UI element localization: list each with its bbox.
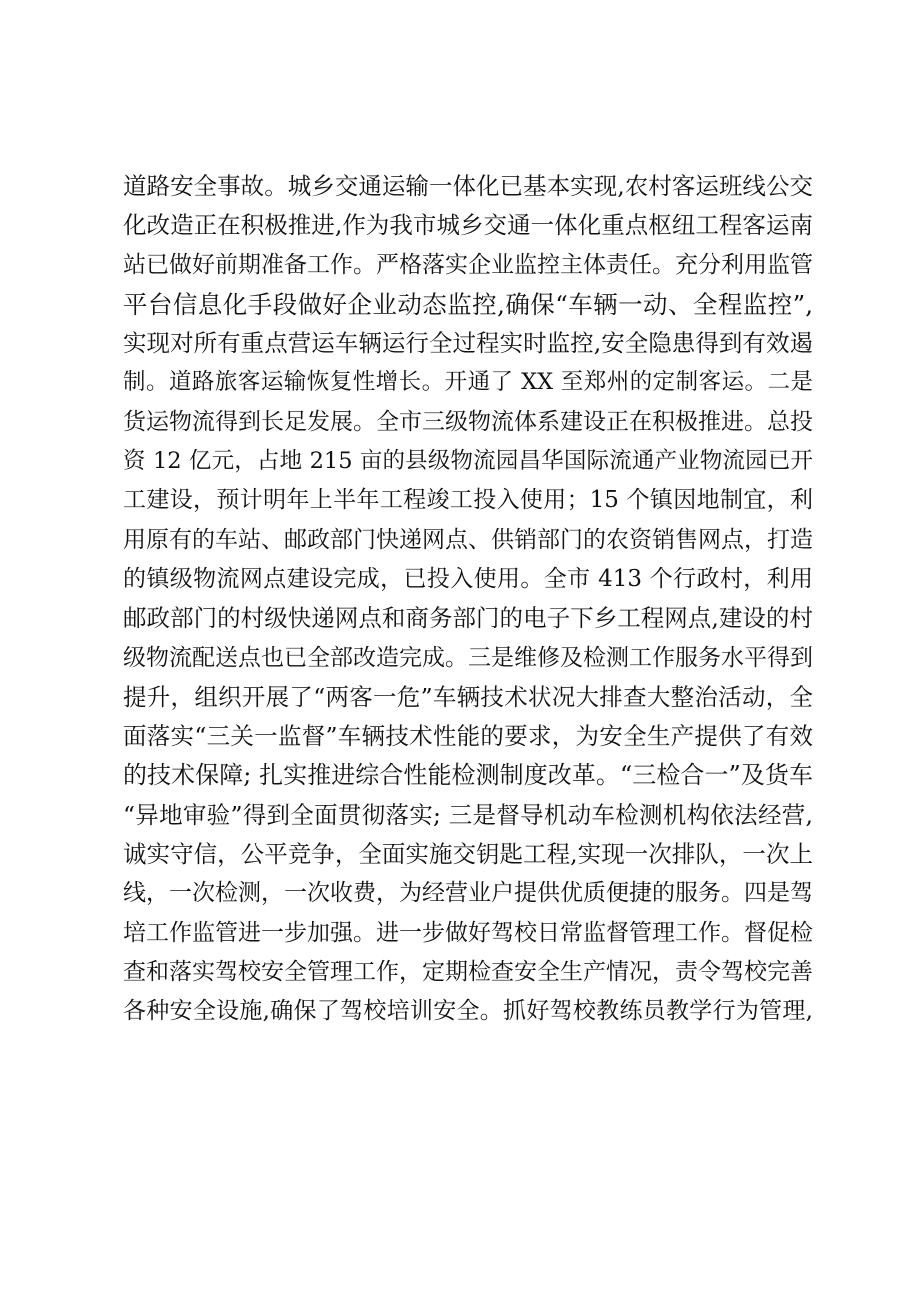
text-line: 化改造正在积极推进,作为我市城乡交通一体化重点枢纽工程客运南 [123, 211, 813, 240]
text-line: 诚实守信，公平竞争，全面实施交钥匙工程,实现一次排队，一次上 [123, 840, 813, 869]
text-line: 制。道路旅客运输恢复性增长。开通了 XX 至郑州的定制客运。二是 [123, 369, 813, 396]
text-line: 线，一次检测，一次收费，为经营业户提供优质便捷的服务。四是驾 [123, 880, 813, 907]
text-line: 培工作监管进一步加强。进一步做好驾校日常监督管理工作。督促检 [123, 919, 813, 946]
text-line: 提升，组织开展了“两客一危”车辆技术状况大排查大整治活动，全 [123, 682, 813, 711]
text-line: 站已做好前期准备工作。严格落实企业监控主体责任。充分利用监管 [123, 251, 813, 278]
text-line: “异地审验”得到全面贯彻落实; 三是督导机动车检测机构依法经营, [123, 800, 813, 829]
text-line: 级物流配送点也已全部改造完成。三是维修及检测工作服务水平得到 [123, 644, 813, 671]
text-line: 货运物流得到长足发展。全市三级物流体系建设正在积极推进。总投 [123, 408, 813, 435]
body-paragraph [123, 167, 813, 1032]
text-line: 用原有的车站、邮政部门快递网点、供销部门的农资销售网点，打造 [123, 526, 813, 553]
text-line: 道路安全事故。城乡交通运输一体化已基本实现,农村客运班线公交 [123, 172, 813, 200]
text-line: 平台信息化手段做好企业动态监控,确保“车辆一动、全程监控”, [123, 289, 813, 319]
text-line: 各种安全设施,确保了驾校培训安全。抓好驾校教练员教学行为管理, [123, 998, 813, 1025]
text-line: 工建设，预计明年上半年工程竣工投入使用；15 个镇因地制宜，利 [123, 487, 813, 514]
text-line: 实现对所有重点营运车辆运行全过程实时监控,安全隐患得到有效遏 [123, 329, 813, 358]
text-line: 的技术保障; 扎实推进综合性能检测制度改革。“三检合一”及货车 [123, 761, 813, 790]
text-line: 的镇级物流网点建设完成，已投入使用。全市 413 个行政村，利用 [123, 565, 813, 592]
text-line: 邮政部门的村级快递网点和商务部门的电子下乡工程网点,建设的村 [123, 604, 813, 633]
text-line: 资 12 亿元，占地 215 亩的县级物流园昌华国际流通产业物流园已开 [123, 448, 813, 475]
text-line: 查和落实驾校安全管理工作，定期检查安全生产情况，责令驾校完善 [123, 958, 813, 985]
text-line: 面落实“三关一监督”车辆技术性能的要求，为安全生产提供了有效 [123, 722, 813, 751]
